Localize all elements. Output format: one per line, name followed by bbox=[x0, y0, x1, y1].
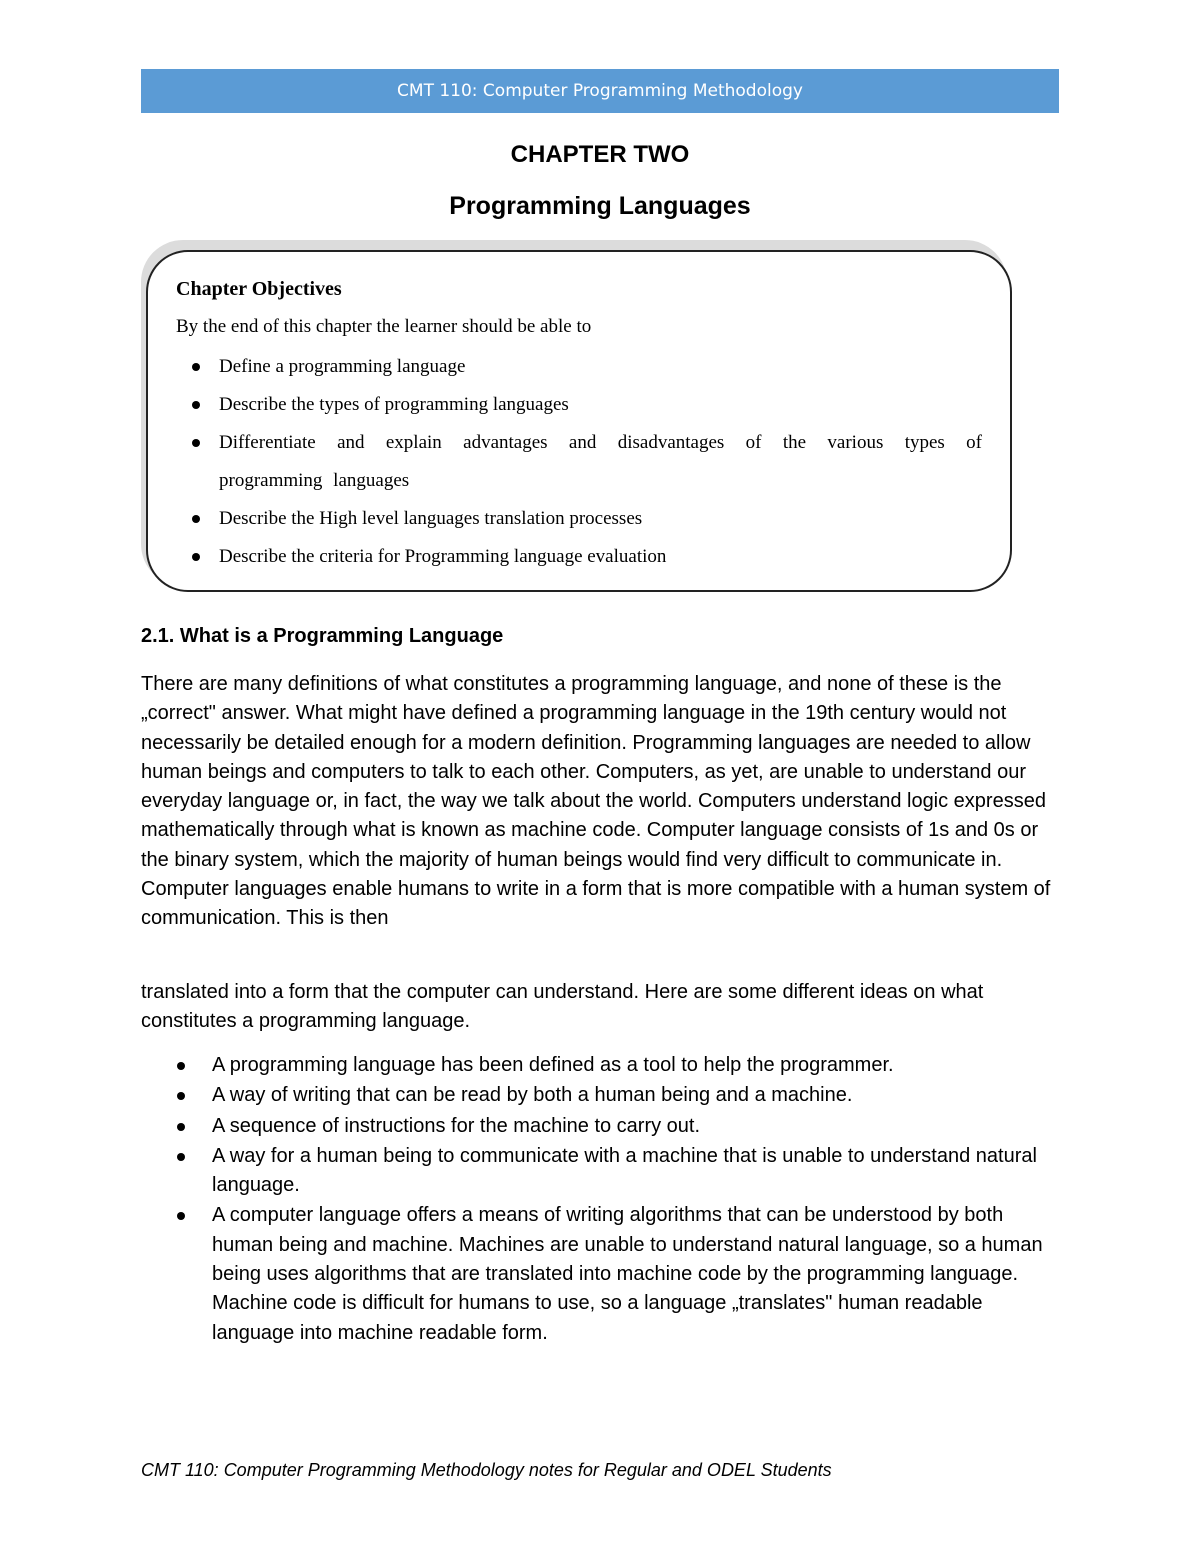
bullet-icon bbox=[177, 1123, 185, 1131]
objectives-heading: Chapter Objectives bbox=[176, 278, 342, 300]
list-item: A sequence of instructions for the machine to carry out. bbox=[141, 1112, 1061, 1141]
bullet-icon bbox=[177, 1212, 185, 1220]
list-item: A way for a human being to communicate with a machine that is unable to understand natural language. bbox=[141, 1142, 1061, 1201]
bullet-icon bbox=[177, 1153, 185, 1161]
list-item: A programming language has been defined as a tool to help the programmer. bbox=[141, 1051, 1061, 1080]
list-item: A computer language offers a means of writing algorithms that can be understood by both human being and machine. Machines are unable to understand natural language, so a human being uses algorithms that are translated into machine code by the programming language. Machine code is difficult for humans to use, so a language „translates" human readable language into machine readable form. bbox=[141, 1201, 1061, 1347]
chapter-title: CHAPTER TWO bbox=[510, 141, 690, 168]
definitions-list bbox=[141, 1051, 1061, 1349]
section-heading: 2.1. What is a Programming Language bbox=[141, 625, 504, 647]
objective-item: Describe the criteria for Programming language evaluation bbox=[176, 538, 982, 576]
objective-item: Define a programming language bbox=[176, 348, 982, 386]
bullet-icon bbox=[177, 1062, 185, 1070]
objectives-intro: By the end of this chapter the learner should be able to bbox=[176, 316, 592, 337]
page-footer: CMT 110: Computer Programming Methodology notes for Regular and ODEL Students bbox=[141, 1460, 832, 1480]
bullet-icon bbox=[192, 553, 200, 561]
section-paragraph-2: translated into a form that the computer can understand. Here are some different ideas on what constitutes a programming language. bbox=[141, 981, 984, 1033]
bullet-icon bbox=[177, 1092, 185, 1100]
bullet-icon bbox=[192, 439, 200, 447]
chapter-subtitle: Programming Languages bbox=[449, 192, 751, 220]
bullet-icon bbox=[192, 401, 200, 409]
bullet-icon bbox=[192, 515, 200, 523]
header-title: CMT 110: Computer Programming Methodology bbox=[397, 81, 803, 101]
objective-item: Differentiate and explain advantages and disadvantages of the various types of programming languages bbox=[176, 424, 982, 500]
objective-item: Describe the types of programming languages bbox=[176, 386, 982, 424]
list-item: A way of writing that can be read by both a human being and a machine. bbox=[141, 1081, 1061, 1110]
section-paragraph-1: There are many definitions of what constitutes a programming language, and none of these is the „correct" answer. What might have defined a programming language in the 19th century would not necessarily be detailed enough for a modern definition. Programming languages are needed to allow human beings and computers to talk to each other. Computers, as yet, are unable to understand our everyday language or, in fact, the way we talk about the world. Computers understand logic expressed mathematically through what is known as machine code. Computer language consists of 1s and 0s or the binary system, which the majority of human beings would find very difficult to communicate in. Computer languages enable humans to write in a form that is more compatible with a human system of communication. This is then bbox=[141, 673, 1051, 930]
objective-item: Describe the High level languages translation processes bbox=[176, 500, 982, 538]
objectives-list bbox=[176, 348, 982, 576]
bullet-icon bbox=[192, 363, 200, 371]
objectives-box bbox=[146, 250, 1012, 592]
header-bar bbox=[141, 69, 1059, 113]
